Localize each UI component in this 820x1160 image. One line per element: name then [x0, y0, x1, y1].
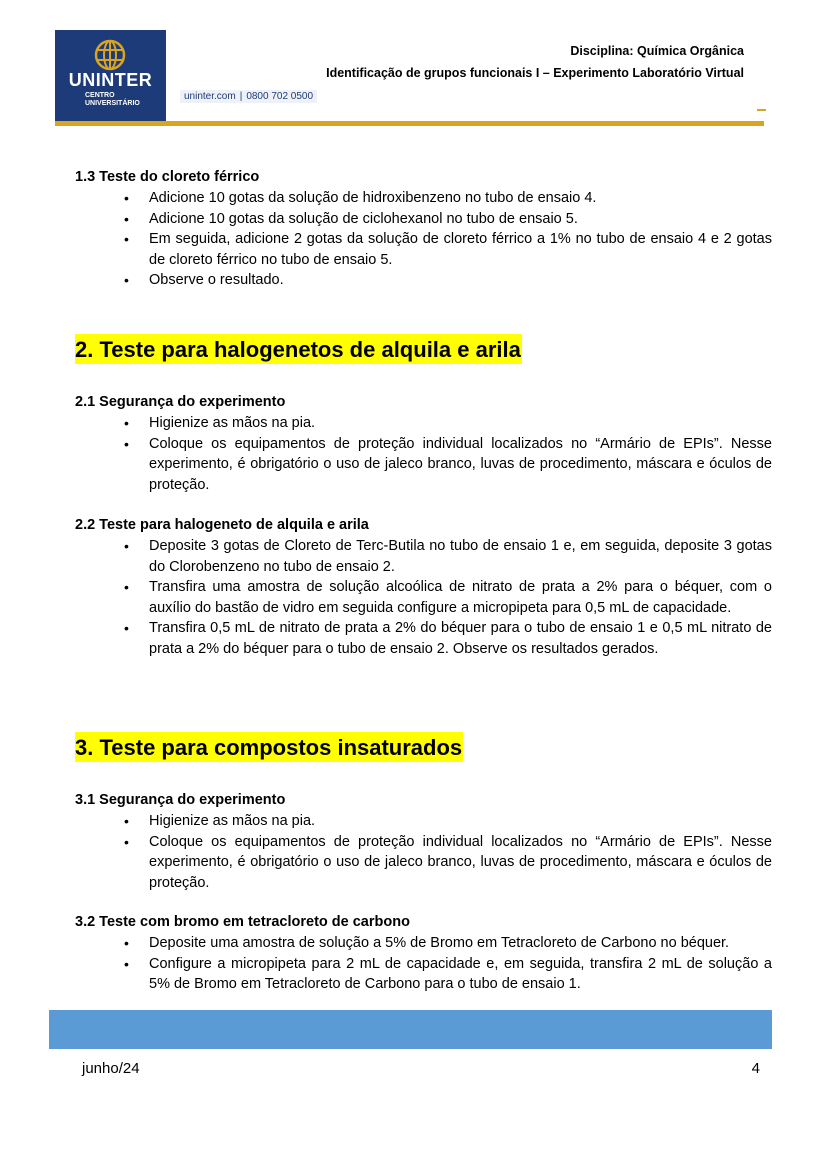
list-item: • Deposite uma amostra de solução a 5% de Bromo em Tetracloreto de Carbono no béquer. [120, 933, 772, 954]
section-2-heading: 2. Teste para halogenetos de alquila e arila [75, 334, 522, 364]
logo-sub-line2: UNIVERSITÁRIO [85, 100, 140, 107]
section-3-2-heading: 3.2 Teste com bromo em tetracloreto de carbono [75, 914, 410, 930]
section-2-2-list [120, 536, 772, 659]
discipline-label: Disciplina: Química Orgânica [570, 44, 744, 58]
section-1-3-heading: 1.3 Teste do cloreto férrico [75, 169, 260, 185]
contact-strip [180, 90, 317, 103]
page-number: 4 [751, 1060, 760, 1077]
section-3-1-list [120, 811, 772, 893]
logo-sub-line1: CENTRO [85, 92, 115, 99]
logo-brand: UNINTER [68, 70, 153, 90]
section-3-1-heading: 3.1 Segurança do experimento [75, 792, 286, 808]
footer-date: junho/24 [82, 1060, 140, 1077]
section-2-1-list [120, 413, 772, 495]
section-2-1-heading: 2.1 Segurança do experimento [75, 394, 286, 410]
section-2-2-heading: 2.2 Teste para halogeneto de alquila e arila [75, 517, 369, 533]
list-item: • Deposite 3 gotas de Cloreto de Terc-Butila no tubo de ensaio 1 e, em seguida, deposite 3 gotas do Clorobenzeno no tubo de ensaio 2. [120, 536, 772, 577]
list-item: • Coloque os equipamentos de proteção individual localizados no “Armário de EPIs”. Nesse experimento, é obrigatório o uso de jaleco branco, luvas de procedimento, máscara e óculos de proteção. [120, 832, 772, 894]
section-3-2-list [120, 933, 772, 995]
list-item: • Configure a micropipeta para 2 mL de capacidade e, em seguida, transfira 2 mL de solução a 5% de Bromo em Tetracloreto de Carbono para o tubo de ensaio 1. [120, 954, 772, 995]
list-item: • Transfira uma amostra de solução alcoólica de nitrato de prata a 2% para o béquer, com o auxílio do bastão de vidro em seguida configure a micropipeta para 0,5 mL de capacidade. [120, 577, 772, 618]
website-text: uninter.com [184, 91, 236, 102]
globe-icon [93, 38, 127, 72]
logo-subtitle [85, 92, 140, 108]
list-item: • Higienize as mãos na pia. [120, 413, 772, 434]
header-divider [55, 121, 764, 126]
header-accent-tick [757, 109, 766, 111]
document-title: Identificação de grupos funcionais I – Experimento Laboratório Virtual [326, 66, 744, 80]
section-1-3-list [120, 188, 772, 291]
list-item: • Observe o resultado. [120, 270, 772, 291]
list-item: • Adicione 10 gotas da solução de hidroxibenzeno no tubo de ensaio 4. [120, 188, 772, 209]
list-item: • Higienize as mãos na pia. [120, 811, 772, 832]
phone-text: 0800 702 0500 [246, 91, 314, 102]
section-3-heading: 3. Teste para compostos insaturados [75, 732, 463, 762]
list-item: • Em seguida, adicione 2 gotas da solução de cloreto férrico a 1% no tubo de ensaio 4 e 2 gotas de cloreto férrico no tubo de ensaio 5. [120, 229, 772, 270]
uninter-logo [55, 30, 166, 124]
list-item: • Coloque os equipamentos de proteção individual localizados no “Armário de EPIs”. Nesse experimento, é obrigatório o uso de jaleco branco, luvas de procedimento, máscara e óculos de proteção. [120, 434, 772, 496]
list-item: • Transfira 0,5 mL de nitrato de prata a 2% do béquer para o tubo de ensaio 1 e 0,5 mL nitrato de prata a 2% do béquer para o tubo de ensaio 2. Observe os resultados gerados. [120, 618, 772, 659]
list-item: • Adicione 10 gotas da solução de ciclohexanol no tubo de ensaio 5. [120, 209, 772, 230]
footer-bar [49, 1010, 772, 1049]
contact-separator: | [239, 91, 243, 102]
